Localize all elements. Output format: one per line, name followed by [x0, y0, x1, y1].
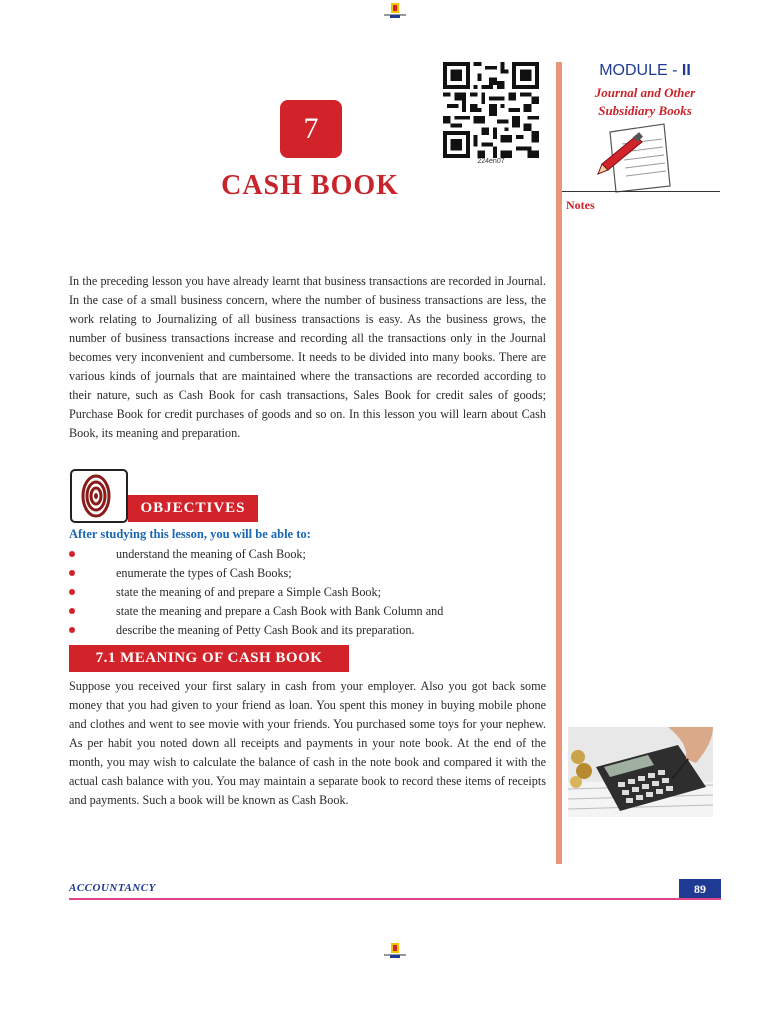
list-item — [69, 602, 549, 621]
notes-pen-icon — [596, 120, 674, 194]
bullet-icon — [69, 589, 75, 595]
chapter-number-badge: 7 — [280, 100, 342, 158]
list-item — [69, 564, 549, 583]
bullet-icon — [69, 608, 75, 614]
module-number: II — [681, 62, 691, 79]
bullet-icon — [69, 627, 75, 633]
target-icon — [70, 469, 128, 523]
objectives-list — [69, 545, 549, 640]
sidebar-divider — [556, 62, 562, 864]
section-paragraph: Suppose you received your first salary in cash from your employer. Also you got back some money that you had given to your friend as loan. You spent this money in buying mobile phone and clothes and went to see movie with your friends. You purchased some toys for your nephew. As per habit you noted down all receipts and payments in your note book. At the end of the month, you may wish to calculate the balance of cash in the note book and compared it with the actual cash balance with you. You may maintain a separate book to record these items of receipts and payments. Such a book will be known as Cash Book. — [69, 679, 546, 807]
objective-text: describe the meaning of Petty Cash Book and its preparation. — [116, 623, 415, 637]
section-heading: 7.1 MEANING OF CASH BOOK — [69, 645, 349, 672]
objective-text: enumerate the types of Cash Books; — [116, 566, 292, 580]
objective-text: understand the meaning of Cash Book; — [116, 547, 306, 561]
objectives-heading: OBJECTIVES — [128, 495, 258, 522]
footer-rule — [69, 898, 721, 900]
notes-label: Notes — [566, 198, 595, 212]
objective-text: state the meaning and prepare a Cash Book with Bank Column and — [116, 604, 444, 618]
chapter-title: CASH BOOK — [221, 170, 399, 201]
intro-paragraph: In the preceding lesson you have already learnt that business transactions are recorded in Journal. In the case of a small business concern, where the number of business transactions are less, the work relating to Journalizing of all business transactions is easy. As the business grows, the number of business transactions increase and recording all the transactions only in the Journal becomes very inconvenient and cumbersome. It needs to be divided into many books. There are various kinds of journals that are maintained where the transactions are recorded according to their nature, such as Cash Book for cash transactions, Sales Book for credit sales of goods; Purchase Book for credit purchases of goods and so on. In this lesson you will learn about Cash Book, its meaning and preparation. — [69, 274, 546, 440]
publisher-logo-icon — [384, 942, 406, 958]
page-number: 89 — [679, 879, 721, 899]
module-subtitle-line1: Journal and Other — [594, 85, 696, 100]
footer-subject: ACCOUNTANCY — [69, 882, 156, 894]
module-label: MODULE - — [599, 62, 682, 79]
module-subtitle-line2: Subsidiary Books — [598, 103, 692, 118]
objective-text: state the meaning of and prepare a Simple Cash Book; — [116, 585, 382, 599]
list-item — [69, 545, 549, 564]
calculator-photo-icon — [568, 727, 713, 817]
module-subtitle — [570, 84, 720, 120]
objectives-lead: After studying this lesson, you will be able to: — [69, 527, 311, 541]
qr-caption: 224en07 — [477, 158, 505, 165]
list-item — [69, 621, 549, 640]
module-title — [570, 62, 720, 80]
bullet-icon — [69, 551, 75, 557]
sidebar-rule — [562, 191, 720, 192]
publisher-logo-icon — [384, 2, 406, 18]
list-item — [69, 583, 549, 602]
bullet-icon — [69, 570, 75, 576]
qr-code-icon — [442, 62, 540, 158]
